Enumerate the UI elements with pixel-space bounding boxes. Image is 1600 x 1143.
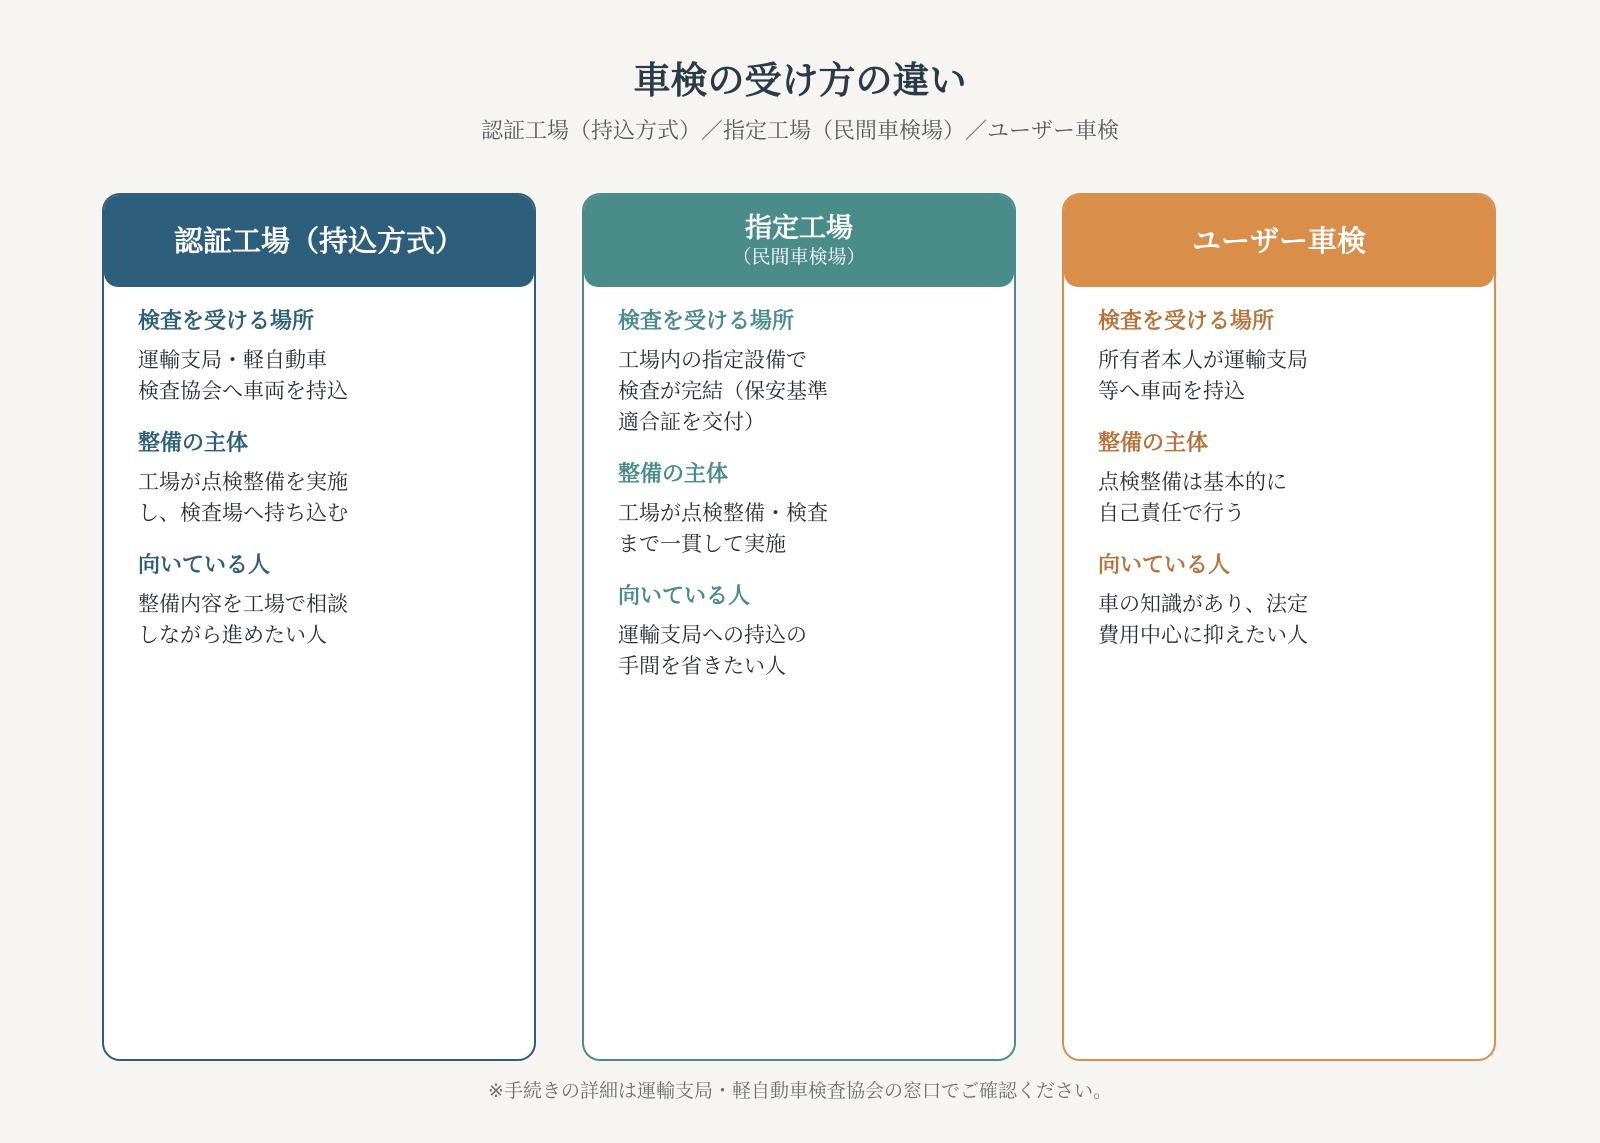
card-header — [1064, 195, 1494, 287]
section-heading: 整備の主体 — [1098, 431, 1209, 456]
section-heading: 検査を受ける場所 — [138, 309, 315, 334]
card-certified-factory — [102, 193, 536, 1061]
section-suitable — [618, 582, 980, 682]
section-text: 運輸支局への持込の 手間を省きたい人 — [618, 623, 807, 678]
page-title: 車検の受け方の違い — [633, 59, 967, 102]
card-subtitle: （民間車検場） — [732, 246, 866, 268]
card-user-inspection — [1062, 193, 1496, 1061]
section-suitable — [1098, 551, 1460, 651]
section-text: 車の知識があり、法定 費用中心に抑えたい人 — [1098, 592, 1308, 647]
section-text: 工場が点検整備・検査 まで一貫して実施 — [618, 501, 828, 556]
section-maintainer — [1098, 429, 1460, 529]
card-designated-factory — [582, 193, 1016, 1061]
section-text: 工場内の指定設備で 検査が完結（保安基準 適合証を交付） — [618, 348, 828, 434]
section-heading: 検査を受ける場所 — [618, 309, 795, 334]
card-header — [104, 195, 534, 287]
section-maintainer — [618, 460, 980, 560]
section-heading: 向いている人 — [618, 584, 751, 609]
card-title: 指定工場 — [745, 213, 853, 244]
footnote: ※手続きの詳細は運輸支局・軽自動車検査協会の窓口でご確認ください。 — [488, 1080, 1112, 1102]
card-body — [1064, 287, 1494, 651]
section-text: 所有者本人が運輸支局 等へ車両を持込 — [1098, 348, 1308, 403]
page-subtitle: 認証工場（持込方式）／指定工場（民間車検場）／ユーザー車検 — [480, 119, 1119, 144]
section-location — [1098, 307, 1460, 407]
section-suitable — [138, 551, 500, 651]
card-header — [584, 195, 1014, 287]
section-heading: 整備の主体 — [138, 431, 249, 456]
card-title: ユーザー車検 — [1191, 224, 1366, 258]
section-heading: 整備の主体 — [618, 462, 729, 487]
section-text: 点検整備は基本的に 自己責任で行う — [1098, 470, 1287, 525]
section-maintainer — [138, 429, 500, 529]
section-text: 工場が点検整備を実施 し、検査場へ持ち込む — [138, 470, 348, 525]
card-body — [584, 287, 1014, 682]
section-heading: 向いている人 — [1098, 553, 1231, 578]
section-text: 運輸支局・軽自動車 検査協会へ車両を持込 — [138, 348, 348, 403]
section-location — [138, 307, 500, 407]
section-text: 整備内容を工場で相談 しながら進めたい人 — [138, 592, 348, 647]
section-heading: 検査を受ける場所 — [1098, 309, 1275, 334]
card-body — [104, 287, 534, 651]
section-heading: 向いている人 — [138, 553, 271, 578]
section-location — [618, 307, 980, 438]
card-title: 認証工場（持込方式） — [173, 224, 464, 258]
